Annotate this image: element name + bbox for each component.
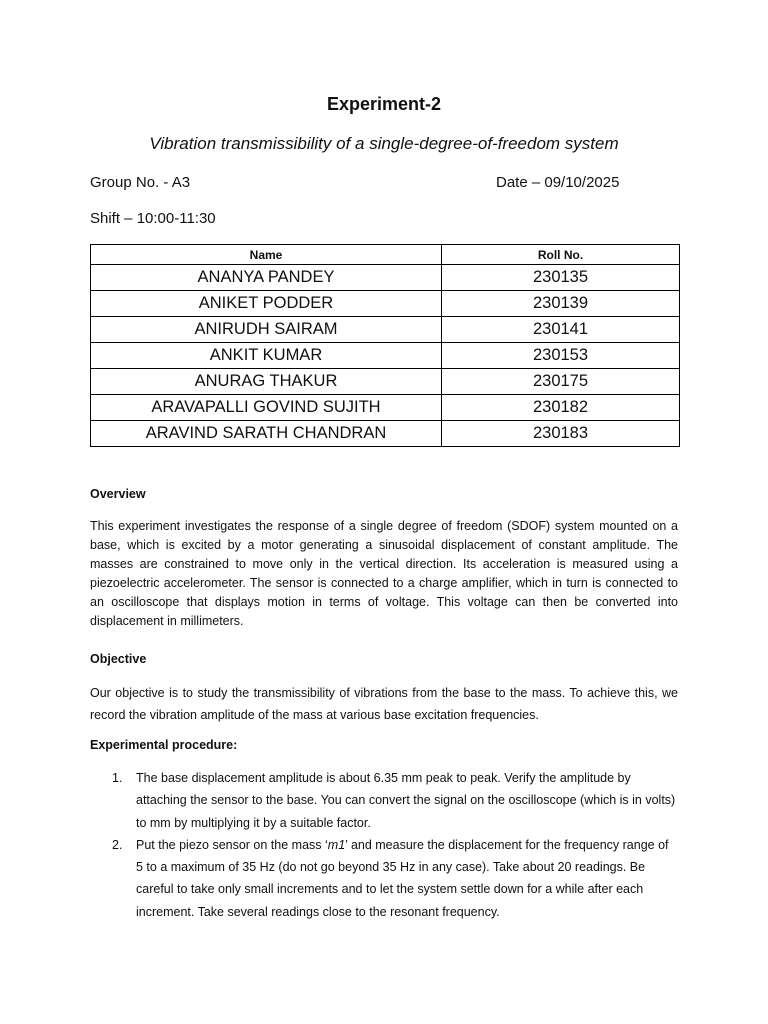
roll-number: 230139 bbox=[442, 291, 680, 317]
roster-table bbox=[90, 244, 680, 447]
overview-heading: Overview bbox=[90, 487, 146, 501]
table-row bbox=[91, 395, 680, 421]
column-header-name: Name bbox=[91, 245, 442, 265]
student-name: ANIRUDH SAIRAM bbox=[91, 317, 442, 343]
group-number: Group No. - A3 bbox=[90, 174, 191, 191]
student-name: ARAVIND SARATH CHANDRAN bbox=[91, 421, 442, 447]
student-name: ANIKET PODDER bbox=[91, 291, 442, 317]
column-header-roll: Roll No. bbox=[442, 245, 680, 265]
student-name: ANURAG THAKUR bbox=[91, 369, 442, 395]
step-text bbox=[136, 767, 678, 834]
table-row bbox=[91, 369, 680, 395]
page-subtitle: Vibration transmissibility of a single-degree-of-freedom system bbox=[149, 134, 619, 153]
procedure-list bbox=[90, 767, 678, 923]
table-row bbox=[91, 343, 680, 369]
step-number: 2. bbox=[112, 837, 123, 852]
page-title: Experiment-2 bbox=[326, 94, 442, 114]
date: Date – 09/10/2025 bbox=[496, 174, 620, 191]
roll-number: 230175 bbox=[442, 369, 680, 395]
roll-number: 230182 bbox=[442, 395, 680, 421]
table-row bbox=[91, 421, 680, 447]
student-name: ANANYA PANDEY bbox=[91, 265, 442, 291]
shift: Shift – 10:00-11:30 bbox=[90, 210, 216, 227]
step-text-part: ’ and measure the displacement for the frequency range of 5 to a maximum of 35 Hz (do not go beyond 35 Hz in any case). Take about 20 readings. Be careful to take only small increments and to let the system settle down for a while after each increment. Take several readings close to the resonant frequency. bbox=[136, 837, 669, 919]
mass-symbol: m1 bbox=[327, 837, 346, 852]
procedure-heading: Experimental procedure: bbox=[90, 738, 238, 752]
objective-paragraph: Our objective is to study the transmissibility of vibrations from the base to the mass. To achieve this, we record the vibration amplitude of the mass at various base excitation frequencies. bbox=[90, 686, 678, 722]
objective-heading: Objective bbox=[90, 652, 147, 666]
step-text bbox=[136, 834, 678, 923]
roll-number: 230135 bbox=[442, 265, 680, 291]
roll-number: 230183 bbox=[442, 421, 680, 447]
step-number: 1. bbox=[112, 771, 123, 785]
table-header-row bbox=[91, 245, 680, 265]
list-item bbox=[90, 834, 678, 923]
table-row bbox=[91, 317, 680, 343]
student-name: ARAVAPALLI GOVIND SUJITH bbox=[91, 395, 442, 421]
table-row bbox=[91, 291, 680, 317]
roll-number: 230141 bbox=[442, 317, 680, 343]
list-item bbox=[90, 767, 678, 834]
student-name: ANKIT KUMAR bbox=[91, 343, 442, 369]
roll-number: 230153 bbox=[442, 343, 680, 369]
overview-paragraph: This experiment investigates the response of a single degree of freedom (SDOF) system mounted on a base, which is excited by a motor generating a sinusoidal displacement of constant amplitude. The masses are constrained to move only in the vertical direction. Its acceleration is measured using a piezoelectric accelerometer. The sensor is connected to a charge amplifier, which in turn is connected to an oscilloscope that displays motion in terms of voltage. This voltage can then be converted into displacement in millimeters. bbox=[90, 519, 678, 628]
table-row bbox=[91, 265, 680, 291]
step-text-part: Put the piezo sensor on the mass ‘ bbox=[136, 837, 328, 852]
step-text-part: The base displacement amplitude is about 6.35 mm peak to peak. Verify the amplitude by attaching the sensor to the base. You can convert the signal on the oscilloscope (which is in volts) to mm by multiplying it by a suitable factor. bbox=[136, 771, 676, 830]
